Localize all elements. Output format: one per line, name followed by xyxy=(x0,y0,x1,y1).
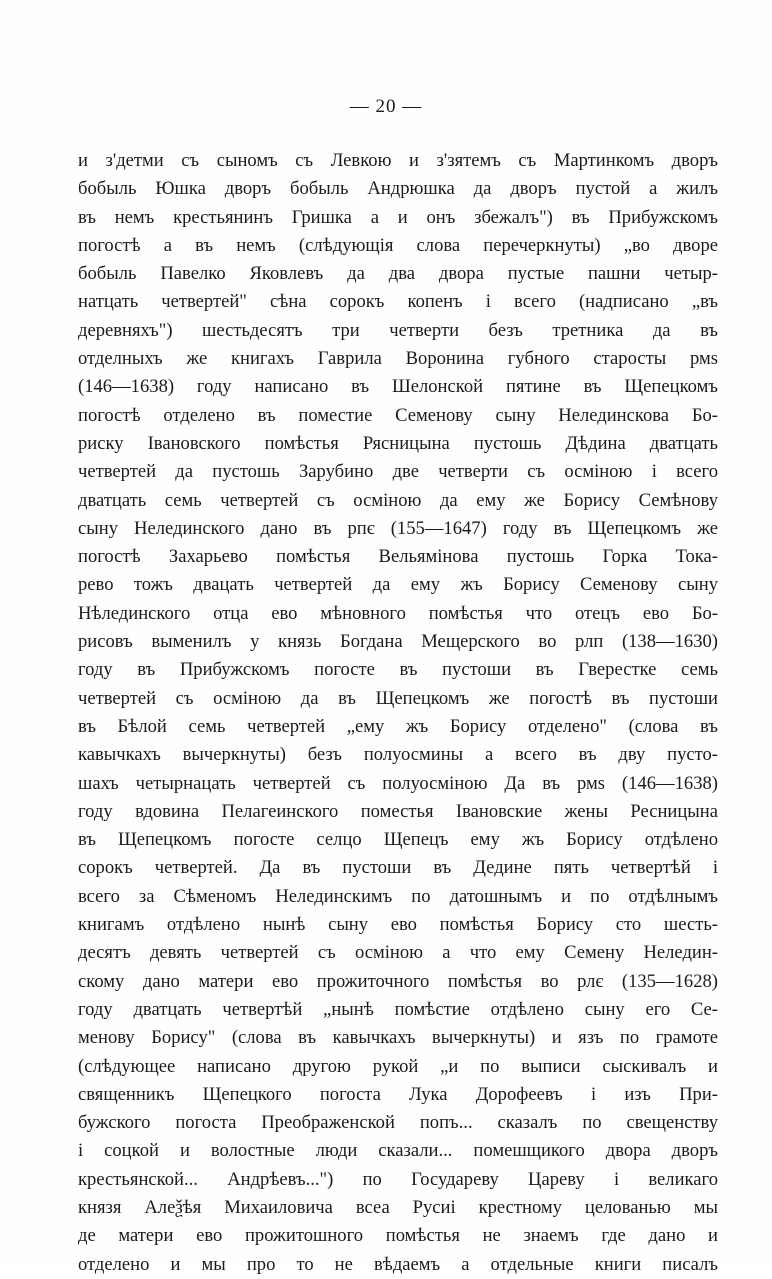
text-line: въ немъ крестьянинъ Гришка а и онъ збежалъ") въ Прибужскомъ xyxy=(78,206,718,228)
text-line: десятъ девять четвертей съ осміною а что ему Семену Неледин- xyxy=(78,942,718,964)
text-line: погостѣ Захарьево помѣстья Вельямінова пустошь Горка Тока- xyxy=(78,546,718,568)
body-text xyxy=(78,147,718,1279)
text-line: бобыль Юшка дворъ бобыль Андрюшка да дворъ пустой а жилъ xyxy=(78,178,718,200)
text-line: дватцать семь четвертей съ осміною да ему же Борису Семѣнову xyxy=(78,489,718,511)
text-line: сорокъ четвертей. Да въ пустоши въ Дедине пять четвертѣй і xyxy=(78,857,718,879)
text-line: сыну Нелединского дано въ рпє (155—1647) году въ Щепецкомъ же xyxy=(78,517,718,539)
text-line: погостѣ отделено въ поместие Семенову сыну Нелединскова Бо- xyxy=(78,404,718,426)
text-line: натцать четвертей" сѣна сорокъ копенъ і всего (надписано „въ xyxy=(78,291,718,313)
text-line: (146—1638) году написано въ Шелонской пятине въ Щепецкомъ xyxy=(78,376,718,398)
text-line: четвертей съ осміною да въ Щепецкомъ же погостѣ въ пустоши xyxy=(78,687,718,709)
text-line: погостѣ а въ немъ (слѣдующія слова перечеркнуты) „во дворе xyxy=(78,234,718,256)
text-line: четвертей да пустошь Зарубино две четверти съ осміною і всего xyxy=(78,461,718,483)
text-line: шахъ четырнацать четвертей съ полуосміною Да въ рмѕ (146—1638) xyxy=(78,772,718,794)
text-line: скому дано матери ево прожиточного помѣстья во рлє (135—1628) xyxy=(78,970,718,992)
text-line: году дватцать четвертѣй „нынѣ помѣстие отдѣлено сыну его Се- xyxy=(78,998,718,1020)
text-line: году вдовина Пелагеинского поместья Івановские жены Ресницына xyxy=(78,800,718,822)
text-line: деревняхъ") шестьдесятъ три четверти безъ третника да въ xyxy=(78,319,718,341)
text-line: (слѣдующее написано другою рукой „и по выписи сыскивалъ и xyxy=(78,1055,718,1077)
text-line: въ Щепецкомъ погосте селцо Щепецъ ему жъ Борису отдѣлено xyxy=(78,829,718,851)
text-line: Нѣлединского отца ево мѣновного помѣстья что отецъ ево Бо- xyxy=(78,602,718,624)
text-line: кавычкахъ вычеркнуты) безъ полуосмины а всего въ дву пусто- xyxy=(78,744,718,766)
text-line: рисовъ выменилъ у князь Богдана Мещерского во рлп (138—1630) xyxy=(78,631,718,653)
page-number: — 20 — xyxy=(349,96,423,117)
text-line: книгамъ отдѣлено нынѣ сыну ево помѣстья Борису сто шесть- xyxy=(78,914,718,936)
text-line: отделныхъ же книгахъ Гаврила Воронина губного старосты рмѕ xyxy=(78,348,718,370)
text-line: бобыль Павелко Яковлевъ да два двора пустые пашни четыр- xyxy=(78,263,718,285)
text-line: крестьянской... Андрѣевъ...") по Государеву Цареву і великаго xyxy=(78,1168,718,1190)
text-line: князя Алеѯѣя Михаиловича всеа Русиі крестному целованью мы xyxy=(78,1196,718,1218)
text-line: бужского погоста Преображенской попъ... сказалъ по свещенству xyxy=(78,1112,718,1134)
text-line: году въ Прибужскомъ погосте въ пустоши въ Гверестке семь xyxy=(78,659,718,681)
text-line: въ Бѣлой семь четвертей „ему жъ Борису отделено" (слова въ xyxy=(78,715,718,737)
text-line: священникъ Щепецкого погоста Лука Дорофеевъ і изъ При- xyxy=(78,1083,718,1105)
text-line: и з'детми съ сыномъ съ Левкою и з'зятемъ съ Мартинкомъ дворъ xyxy=(78,150,718,171)
text-line: де матери ево прожитошного помѣстья не знаемъ где дано и xyxy=(78,1225,718,1247)
text-line: і соцкой и волостные люди сказали... помешщикого двора дворъ xyxy=(78,1140,718,1162)
text-line: рево тожъ двацать четвертей да ему жъ Борису Семенову сыну xyxy=(78,574,718,596)
text-line: менову Борису" (слова въ кавычкахъ вычеркнуты) и язъ по грамоте xyxy=(78,1027,718,1049)
text-line: отделено и мы про то не вѣдаемъ а отдельные книги писалъ xyxy=(78,1253,718,1275)
text-line: риску Івановского помѣстья Рясницына пустошь Дѣдина дватцать xyxy=(78,432,718,454)
text-line: всего за Сѣменомъ Нелединскимъ по датошнымъ и по отдѣлнымъ xyxy=(78,885,718,907)
